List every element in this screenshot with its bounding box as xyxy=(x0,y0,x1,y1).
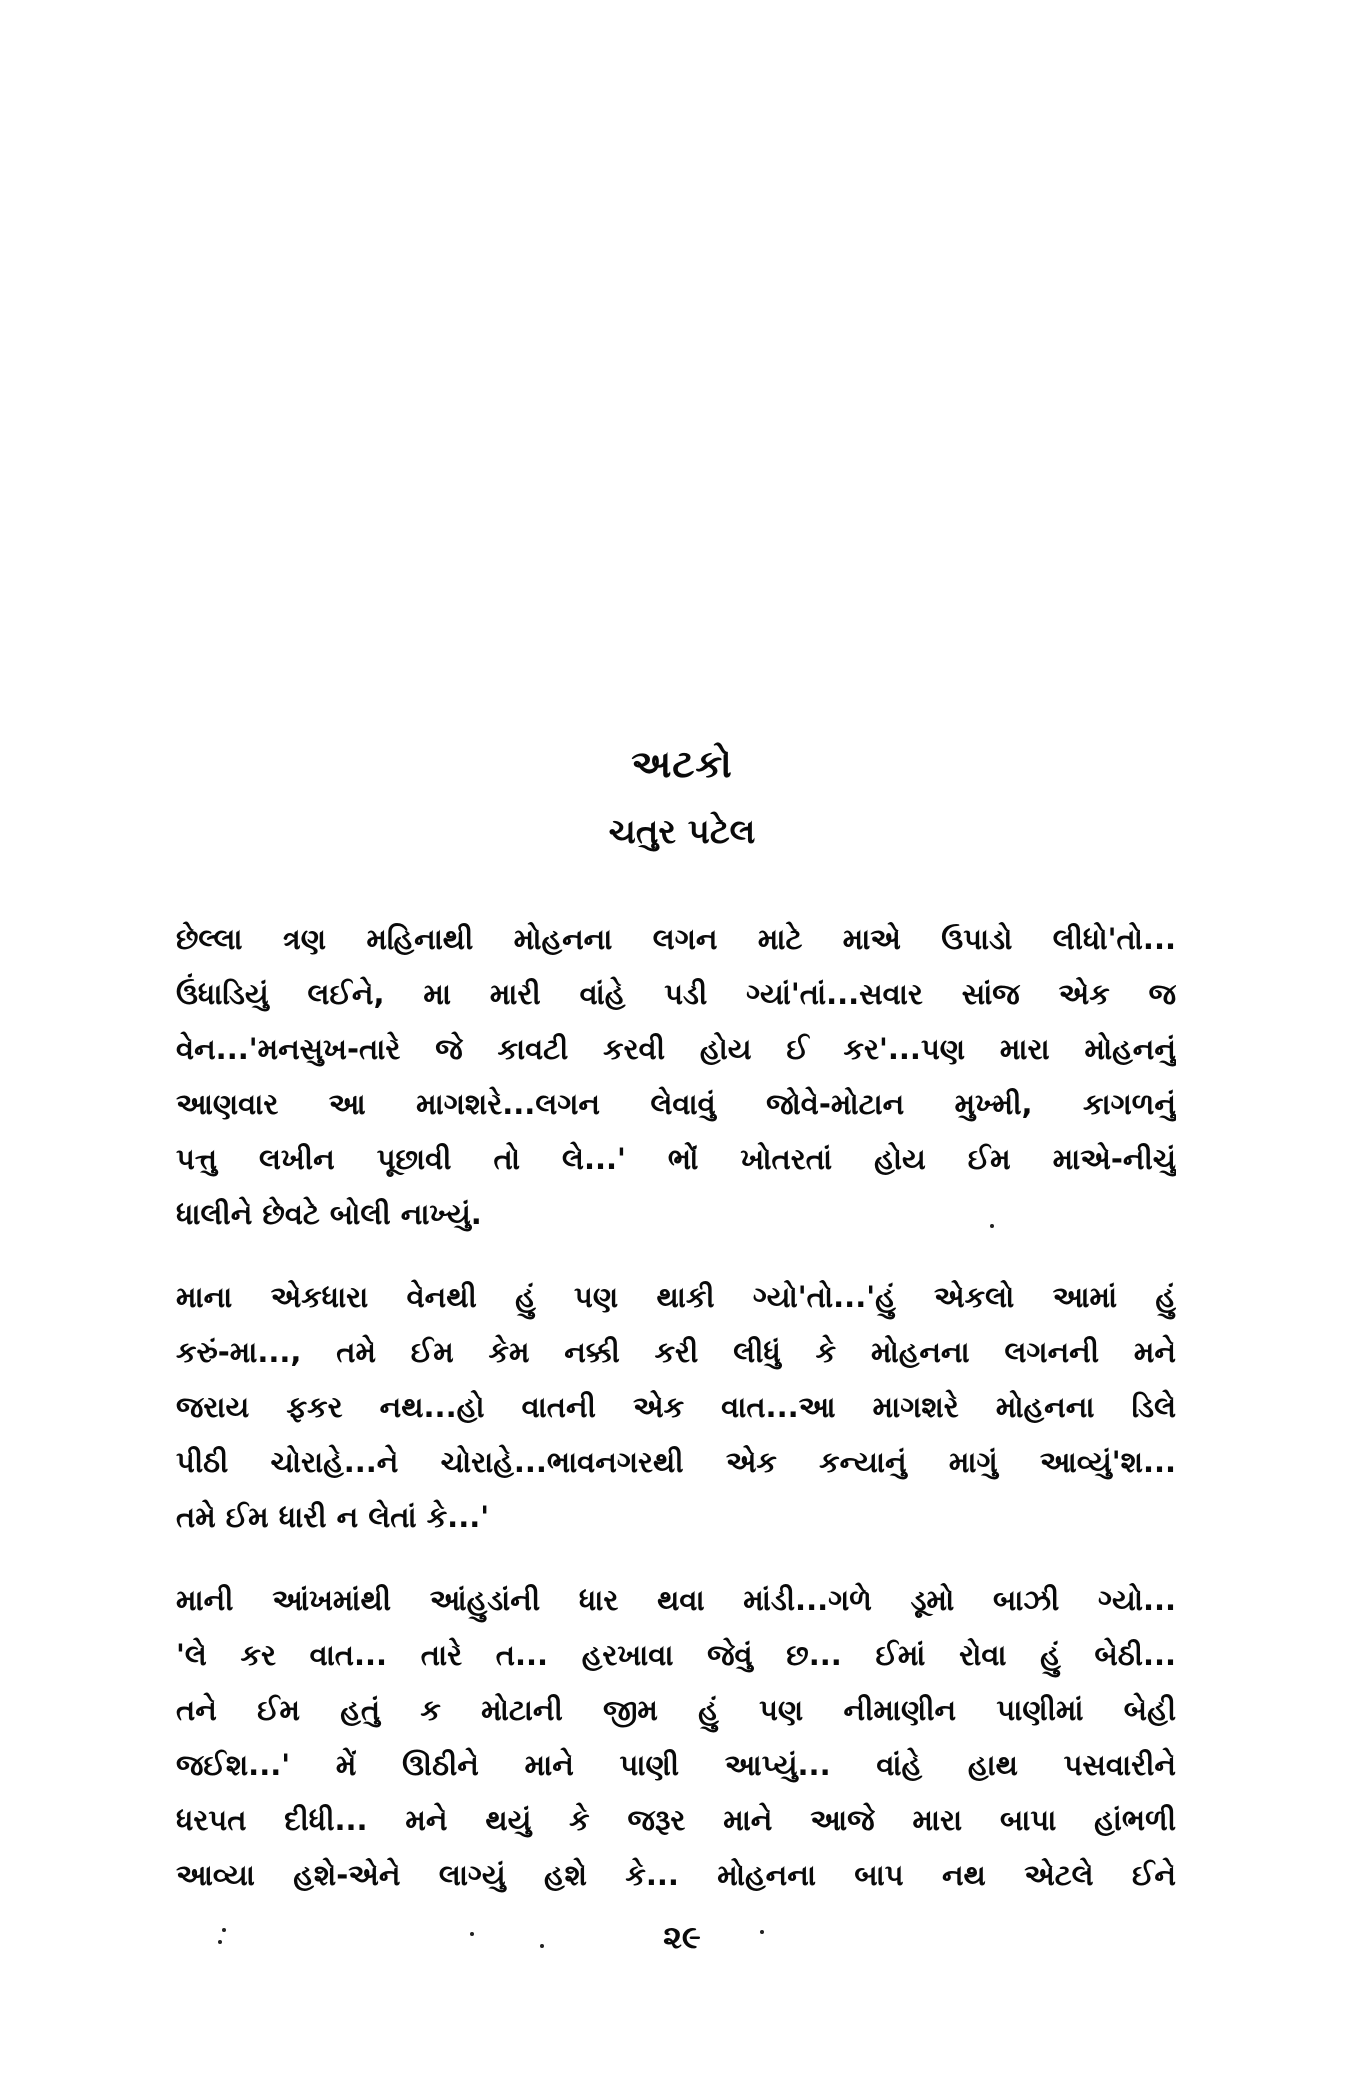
text-line: છેલ્લા ત્રણ મહિનાથી મોહનના લગન માટે માએ ઉપાડો લીધો'તો... xyxy=(176,922,1176,956)
text-line: તને ઈમ હતું ક મોટાની જીમ હું પણ નીમાણીન પાણીમાં બેહી xyxy=(176,1693,1176,1727)
text-line: વેન...'મનસુખ-તારે જે કાવટી કરવી હોય ઈ કર'...પણ મારા મોહનનું xyxy=(176,1032,1176,1066)
text-line: આવ્યા હશે-એને લાગ્યું હશે કે... મોહનના બાપ નથ એટલે ઈને xyxy=(176,1858,1176,1892)
text-line: ધરપત દીધી... મને થયું કે જરૂર માને આજે મારા બાપા હાંભળી xyxy=(176,1803,1176,1837)
text-line: માની આંખમાંથી આંહુડાંની ધાર થવા માંડી...ગળે ડૂમો બાઝી ગ્યો... xyxy=(176,1583,1176,1617)
text-line: પત્તુ લખીન પૂછાવી તો લે...' ભોં ખોતરતાં હોય ઈમ માએ-નીચું xyxy=(176,1142,1176,1176)
text-line: જઈશ...' મેં ઊઠીને માને પાણી આપ્યું... વાંહે હાથ પસવારીને xyxy=(176,1748,1176,1782)
story-body xyxy=(176,912,1176,1931)
paragraph-1 xyxy=(176,912,1176,1242)
text-line: જરાય ફકર નથ...હો વાતની એક વાત...આ માગશરે મોહનના ડિલે xyxy=(176,1390,1176,1424)
text-line: ઉંધાડિયું લઈને, મા મારી વાંહે પડી ગ્યાં'તાં...સવાર સાંજ એક જ xyxy=(176,977,1176,1011)
page-number: ૨૯ xyxy=(663,1918,701,1956)
paragraph-3 xyxy=(176,1573,1176,1903)
text-line: આણવાર આ માગશરે...લગન લેવાવું જોવે-મોટાન મુખ્મી, કાગળનું xyxy=(176,1087,1176,1121)
text-line: માના એકધારા વેનથી હું પણ થાકી ગ્યો'તો...'હું એકલો આમાં હું xyxy=(176,1280,1176,1314)
text-line: કરું-મા..., તમે ઈમ કેમ નક્કી કરી લીધું કે મોહનના લગનની મને xyxy=(176,1335,1176,1369)
text-line: તમે ઈમ ધારી ન લેતાં કે...' xyxy=(176,1500,490,1534)
paragraph-2 xyxy=(176,1270,1176,1545)
story-title: અટકો xyxy=(631,742,733,786)
text-line: પીઠી ચોરાહે...ને ચોરાહે...ભાવનગરથી એક કન્યાનું માગું આવ્યું'શ... xyxy=(176,1445,1176,1479)
scan-speck xyxy=(990,1224,994,1228)
text-line: ધાલીને છેવટે બોલી નાખ્યું. xyxy=(176,1197,482,1231)
author-name: ચતુર પટેલ xyxy=(608,812,756,852)
text-line: 'લે કર વાત... તારે ત... હરખાવા જેવું છ... ઈમાં રોવા હું બેઠી... xyxy=(176,1638,1176,1672)
